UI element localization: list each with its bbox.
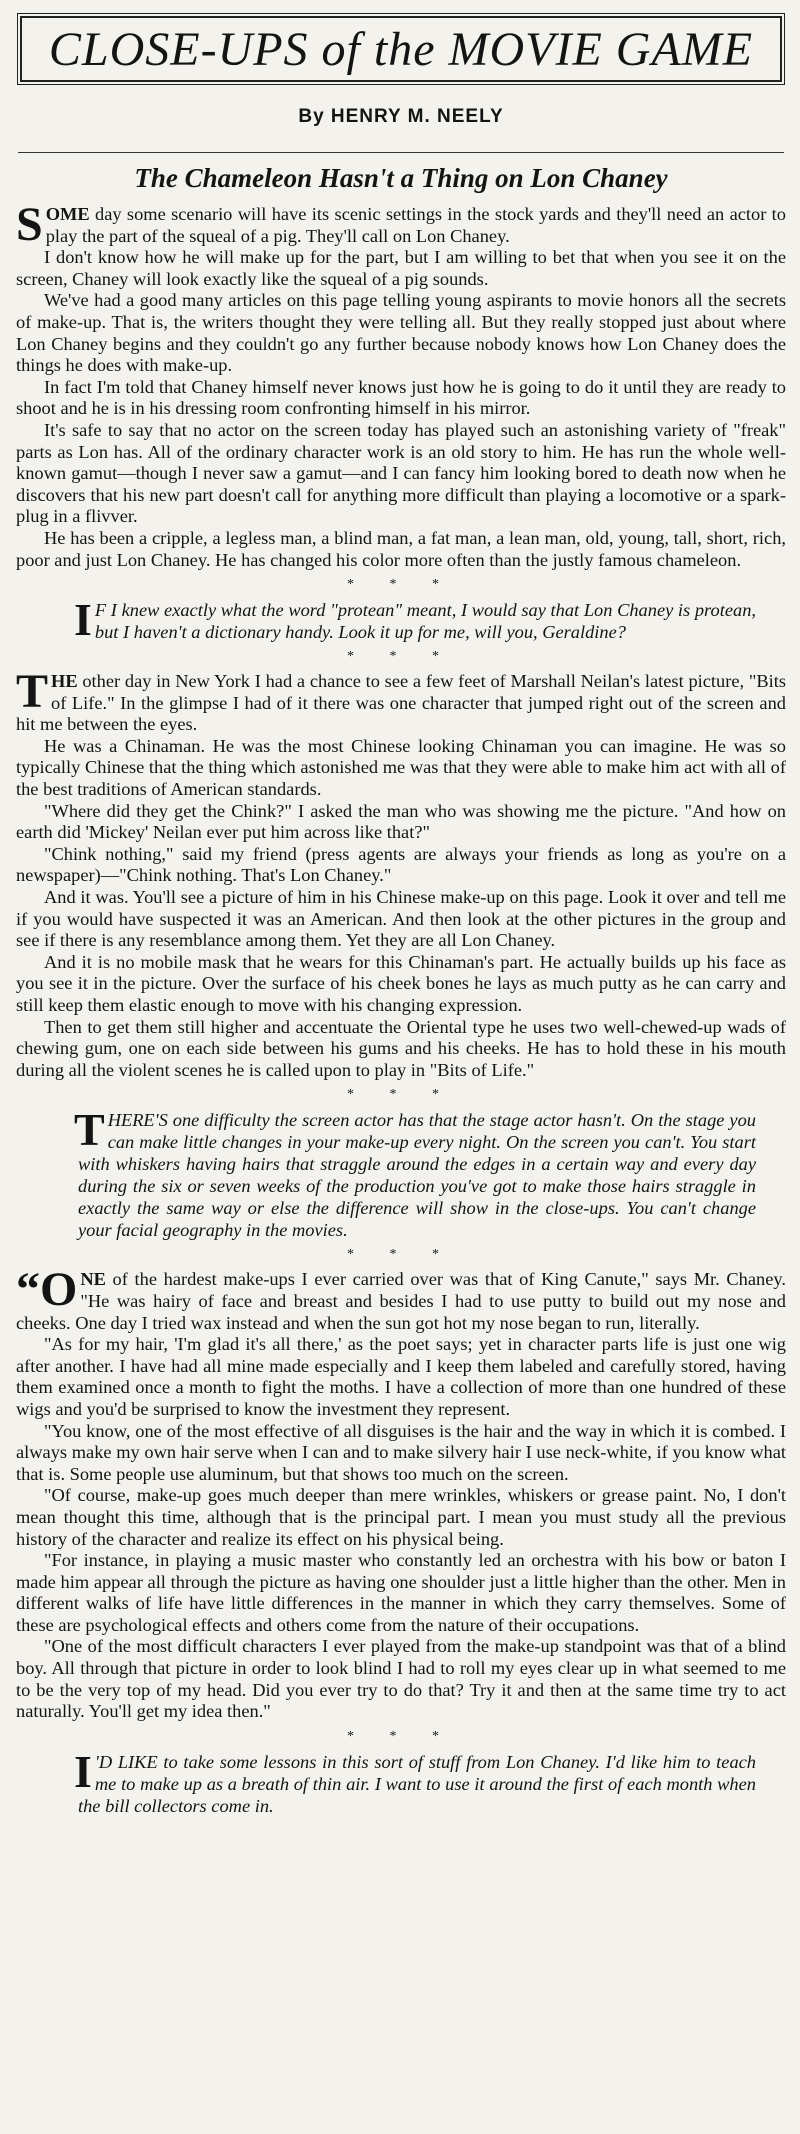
paragraph: And it was. You'll see a picture of him in his Chinese make-up on this page. Look it over and tell me if you would have suspected it was an American. And then look at the other pictures in the group and see if there is any resemblance among them. Yet they are all Lon Chaney. xyxy=(16,887,786,951)
paragraph: We've had a good many articles on this page telling young aspirants to movie honors all the secrets of make-up. That is, the writers thought they were telling all. But they really stopped just about where Lon Chaney begins and they couldn't go any further because nobody knows how Lon Chaney does the things he does with make-up. xyxy=(16,290,786,376)
masthead xyxy=(20,16,782,82)
drop-cap: I xyxy=(74,1745,92,1797)
paragraph: He was a Chinaman. He was the most Chinese looking Chinaman you can imagine. He was so typically Chinese that the thing which astonished me was that they were able to make him act with all of the best traditions of American standards. xyxy=(16,735,786,800)
paragraph: "For instance, in playing a music master who constantly led an orchestra with his bow or baton I made him appear all through the picture as having one shoulder just a little higher than the other. Men in different walks of life have little differences in the manner in which they carry themselves. Some of these are psychological effects and others come from the nature of their occupations. xyxy=(16,1550,786,1635)
divider xyxy=(18,152,784,153)
paragraph: “ONE of the hardest make-ups I ever carried over was that of King Canute," says Mr. Chaney. "He was hairy of face and breast and besides I had to use putty to build out my nose and cheeks. One day I tried wax instead and when the sun got hot my nose began to run, literally. xyxy=(16,1263,786,1333)
lead-word: NE xyxy=(80,1269,106,1290)
paragraph: It's safe to say that no actor on the screen today has played such an astonishing variety of "freak" parts as Lon has. All of the ordinary character work is an old story to him. He has run the whole well-known gamut—though I never saw a gamut—and I can fancy him looking bored to death now when he discovers that his new part doesn't call for anything more difficult than playing a locomotive or a spark-plug in a flivver. xyxy=(16,419,786,527)
lead-word: OME xyxy=(45,204,90,224)
paragraph: THE other day in New York I had a chance to see a few feet of Marshall Neilan's latest picture, "Bits of Life." In the glimpse I had of it there was one character that jumped right out of the screen and hit me between the eyes. xyxy=(16,665,786,735)
paragraph: "Chink nothing," said my friend (press agents are always your friends as long as you're on a newspaper)—"Chink nothing. That's Lon Chaney." xyxy=(16,843,786,886)
paragraph: "As for my hair, 'I'm glad it's all there,' as the poet says; yet in character parts life is just one wig after another. I have had all mine made especially and I keep them labeled and carefully stored, having them examined once a month to fight the moths. I have a collection of more than one hundred of these wigs and you'd be surprised to know the investment they represent. xyxy=(16,1334,786,1419)
drop-cap: T xyxy=(16,665,49,719)
paragraph: In fact I'm told that Chaney himself never knows just how he is going to do it until they are ready to shoot and he is in his dressing room confronting himself in his mirror. xyxy=(16,376,786,419)
separator: * * * xyxy=(347,1087,455,1103)
paragraph: He has been a cripple, a legless man, a blind man, a fat man, a lean man, old, young, tall, short, rich, poor and just Lon Chaney. He has changed his color more often than the justly famous chameleon. xyxy=(16,527,786,570)
drop-cap: I xyxy=(74,594,92,646)
paragraph: And it is no mobile mask that he wears for this Chinaman's part. He actually builds up his face as you see it in the picture. Over the surface of his cheek bones he lays as much putty as he can carry and still keep them elastic enough to move with his changing expression. xyxy=(16,951,786,1015)
article-headline: The Chameleon Hasn't a Thing on Lon Chaney xyxy=(134,163,668,193)
aside-note: I 'D LIKE to take some lessons in this sort of stuff from Lon Chaney. I'd like him to teach me to make up as a breath of thin air. I want to use it around the first of each month when the bill collectors come in. xyxy=(74,1745,756,1816)
section-3 xyxy=(16,1263,786,1722)
paragraph: "You know, one of the most effective of all disguises is the hair and the way in which it is combed. I always make my own hair serve when I can and to make silvery hair I use neck-white, if you know what that is. Some people use aluminum, but that shows too much on the screen. xyxy=(16,1420,786,1484)
separator: * * * xyxy=(347,1728,455,1744)
section-2 xyxy=(16,665,786,1081)
column-title: CLOSE-UPS of the MOVIE GAME xyxy=(48,23,754,76)
separator: * * * xyxy=(347,1247,455,1263)
separator: * * * xyxy=(347,577,455,593)
section-1 xyxy=(16,198,786,571)
drop-cap: S xyxy=(16,198,43,251)
separator: * * * xyxy=(347,649,455,665)
lead-word: HE xyxy=(51,671,78,692)
byline: By HENRY M. NEELY xyxy=(298,106,504,127)
drop-cap: “O xyxy=(16,1263,78,1317)
aside-note: I F I knew exactly what the word "protean" meant, I would say that Lon Chaney is protean, but I haven't a dictionary handy. Look it up for me, will you, Geraldine? xyxy=(74,594,756,646)
paragraph: "Of course, make-up goes much deeper than mere wrinkles, whiskers or grease paint. No, I don't mean thought this time, although that is the principal part. I mean you must study all the previous history of the character and realize its effect on his physical being. xyxy=(16,1485,786,1549)
drop-cap: T xyxy=(74,1104,105,1156)
paragraph: Then to get them still higher and accentuate the Oriental type he uses two well-chewed-up wads of chewing gum, one on each side between his gums and his cheeks. He has to hold these in his mouth during all the violent scenes he is called upon to play in "Bits of Life." xyxy=(16,1016,786,1080)
aside-note: THERE'S one difficulty the screen actor has that the stage actor hasn't. On the stage you can make little changes in your make-up every night. On the screen you can't. You start with whiskers having hairs that straggle around the edges in a certain way and every day during the six or seven weeks of the production you've got to make those hairs straggle in exactly the same way or else the difference will show in the close-ups. You can't change your facial geography in the movies. xyxy=(74,1104,756,1241)
paragraph: "One of the most difficult characters I ever played from the make-up standpoint was that of a blind boy. All through that picture in order to look blind I had to roll my eyes clear up in what seemed to me to be the very top of my head. Did you ever try to do that? Try it and then at the same time try to act naturally. You'll get my idea then." xyxy=(16,1636,786,1722)
paragraph: I don't know how he will make up for the part, but I am willing to bet that when you see it on the screen, Chaney will look exactly like the squeal of a pig sounds. xyxy=(16,247,786,289)
paragraph: "Where did they get the Chink?" I asked the man who was showing me the picture. "And how on earth did 'Mickey' Neilan ever put him across like that?" xyxy=(16,800,786,843)
paragraph: SOME day some scenario will have its scenic settings in the stock yards and they'll need an actor to play the part of the squeal of a pig. They'll call on Lon Chaney. xyxy=(16,198,786,251)
